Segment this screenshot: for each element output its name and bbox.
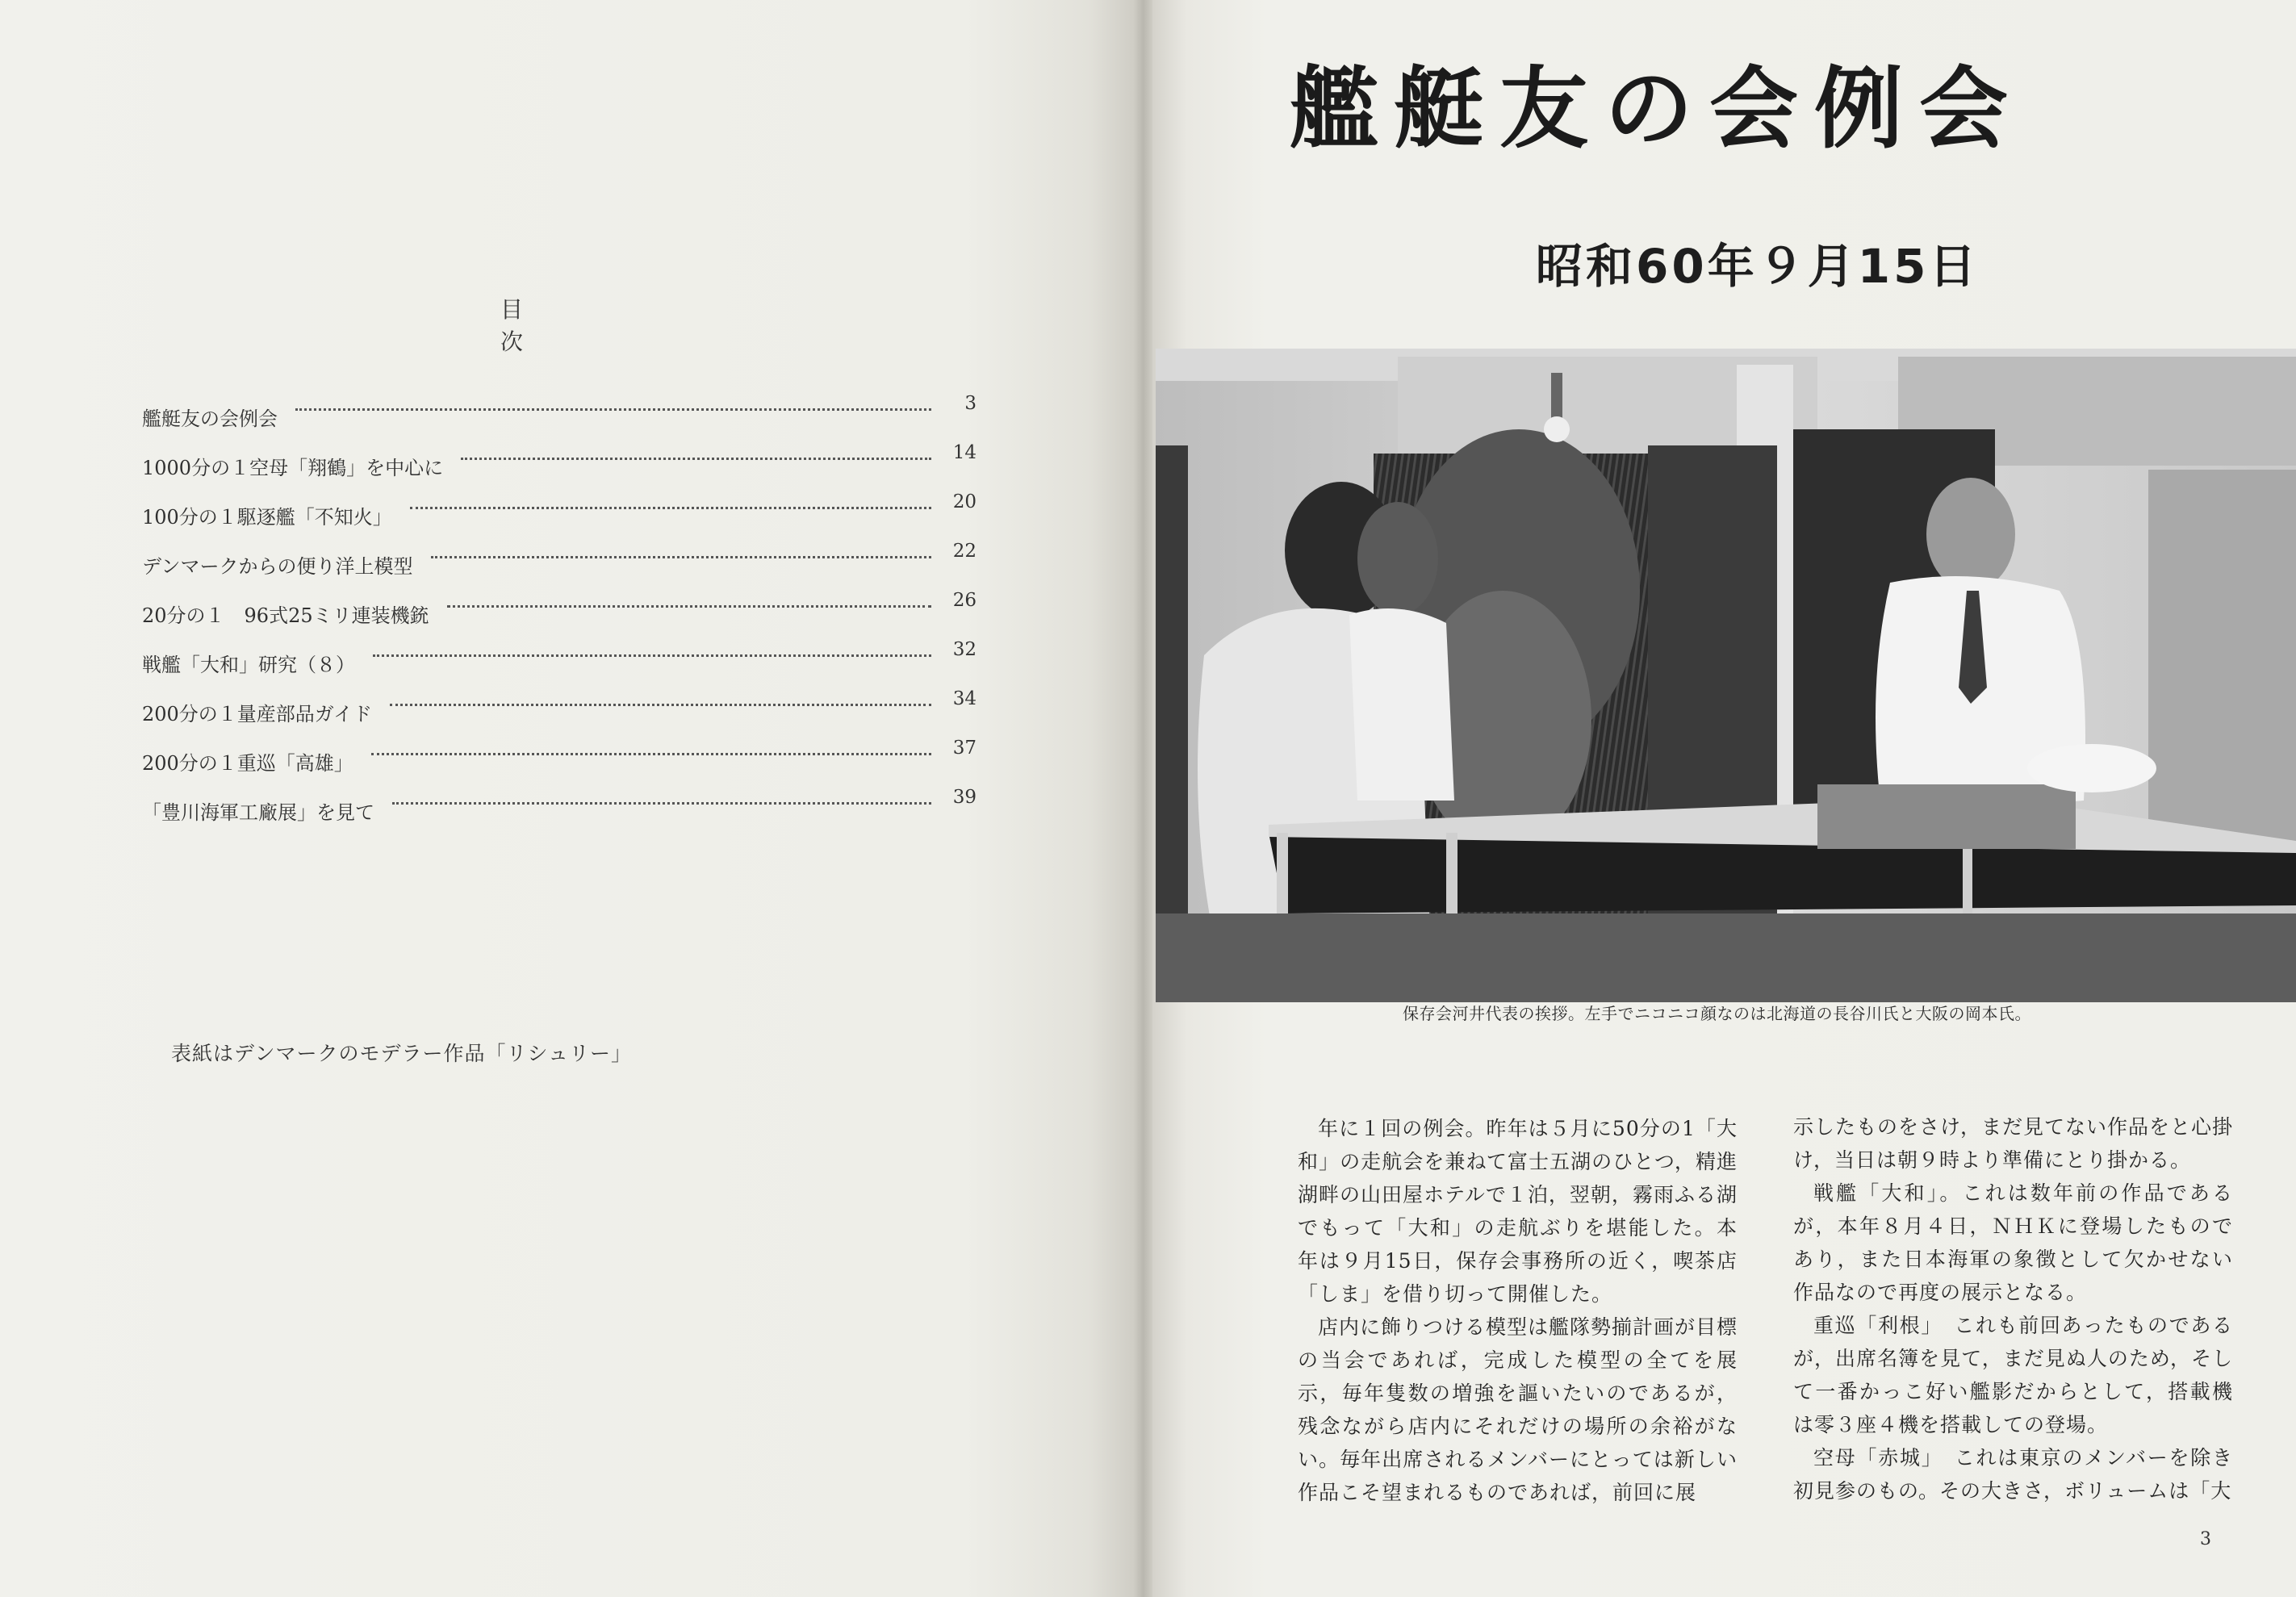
page-number: 3 (2200, 1529, 2211, 1549)
toc-leader-dots (373, 654, 931, 657)
toc-entry-page: 14 (952, 442, 977, 463)
toc-leader-dots (410, 507, 931, 509)
article-paragraph: 重巡「利根」 これも前回あったものであるが，出席名簿を見て，まだ見ぬ人のため，そして一番かっこ好い艦影だからとして，搭載機は零３座４機を搭載しての登場。 (1793, 1314, 2233, 1436)
toc-entry-title: 1000分の１空母「翔鶴」を中心に (142, 457, 444, 479)
toc-entry-page: 37 (952, 738, 977, 759)
article-paragraph: 年に１回の例会。昨年は５月に50分の1「大和」の走航会を兼ねて富士五湖のひとつ，精進湖畔の山田屋ホテルで１泊，翌朝，霧雨ふる湖でもって「大和」の走航ぶりを堪能した。本年は９月15日，保存会事務所の近く，喫茶店「しま」を借り切って開催した。 (1298, 1117, 1738, 1306)
toc-entry-page: 39 (952, 787, 977, 808)
cover-note: 表紙はデンマークのモデラー作品「リシュリー」 (171, 1042, 633, 1065)
toc-entry-page: 20 (952, 491, 977, 512)
table-of-contents (142, 386, 977, 829)
toc-leader-dots (461, 458, 931, 460)
left-page (0, 0, 1134, 1597)
toc-entry-page: 26 (952, 590, 977, 611)
toc-entry-title: 100分の１駆逐艦「不知火」 (142, 506, 392, 529)
toc-entry-page: 3 (964, 393, 977, 414)
toc-entry[interactable] (142, 681, 977, 730)
toc-entry[interactable] (142, 435, 977, 484)
meeting-photo (1156, 349, 2296, 1002)
toc-entry[interactable] (142, 484, 977, 533)
article-title: 艦艇友の会例会 (1290, 57, 2024, 161)
toc-entry-page: 32 (952, 639, 977, 660)
toc-entry-title: 「豊川海軍工廠展」を見て (142, 801, 374, 824)
meeting-photo-image (1156, 349, 2296, 1002)
toc-leader-dots (371, 753, 931, 755)
article-paragraph-continued: 示したものをさけ，まだ見てない作品をと心掛け，当日は朝９時より準備にとり掛かる。 (1793, 1115, 2234, 1172)
toc-leader-dots (295, 408, 931, 411)
toc-entry[interactable] (142, 583, 977, 632)
book-gutter (1134, 0, 1152, 1597)
toc-entry[interactable] (142, 632, 977, 681)
article-column-left (1298, 1112, 1738, 1509)
toc-entry-page: 34 (952, 688, 977, 709)
toc-entry-title: デンマークからの便り洋上模型 (142, 555, 413, 578)
toc-leader-dots (390, 704, 931, 706)
right-page (1152, 0, 2296, 1597)
toc-entry[interactable] (142, 780, 977, 829)
toc-entry-title: 20分の１ 96式25ミリ連装機銃 (142, 604, 429, 627)
toc-entry-title: 戦艦「大和」研究（８） (142, 654, 355, 676)
toc-leader-dots (431, 556, 931, 558)
photo-caption: 保存会河井代表の挨拶。左手でニコニコ顔なのは北海道の長谷川氏と大阪の岡本氏。 (1403, 1004, 2031, 1023)
toc-entry-page: 22 (952, 541, 977, 562)
toc-heading: 目 次 (500, 296, 634, 355)
toc-entry-title: 200分の１重巡「高雄」 (142, 752, 353, 775)
toc-entry[interactable] (142, 730, 977, 780)
article-column-right (1793, 1110, 2233, 1507)
toc-entry[interactable] (142, 386, 977, 435)
toc-leader-dots (392, 802, 931, 805)
article-paragraph: 空母「赤城」 これは東京のメンバーを除き初見参のもの。その大きさ，ボリュームは「大 (1793, 1446, 2233, 1503)
article-date: 昭和60年９月15日 (1536, 239, 1980, 294)
article-paragraph: 戦艦「大和」。これは数年前の作品であるが，本年８月４日，ＮＨＫに登場したものであり，また日本海軍の象徴として欠かせない作品なので再度の展示となる。 (1793, 1181, 2233, 1304)
toc-leader-dots (447, 605, 931, 608)
article-paragraph: 店内に飾りつける模型は艦隊勢揃計画が目標の当会であれば，完成した模型の全てを展示，毎年隻数の増強を謳いたいのであるが，残念ながら店内にそれだけの場所の余裕がない。毎年出席されるメンバーにとっては新しい作品こそ望まれるものであれば，前回に展 (1298, 1315, 1738, 1504)
toc-entry[interactable] (142, 533, 977, 583)
toc-entry-title: 艦艇友の会例会 (142, 408, 278, 430)
toc-entry-title: 200分の１量産部品ガイド (142, 703, 373, 725)
